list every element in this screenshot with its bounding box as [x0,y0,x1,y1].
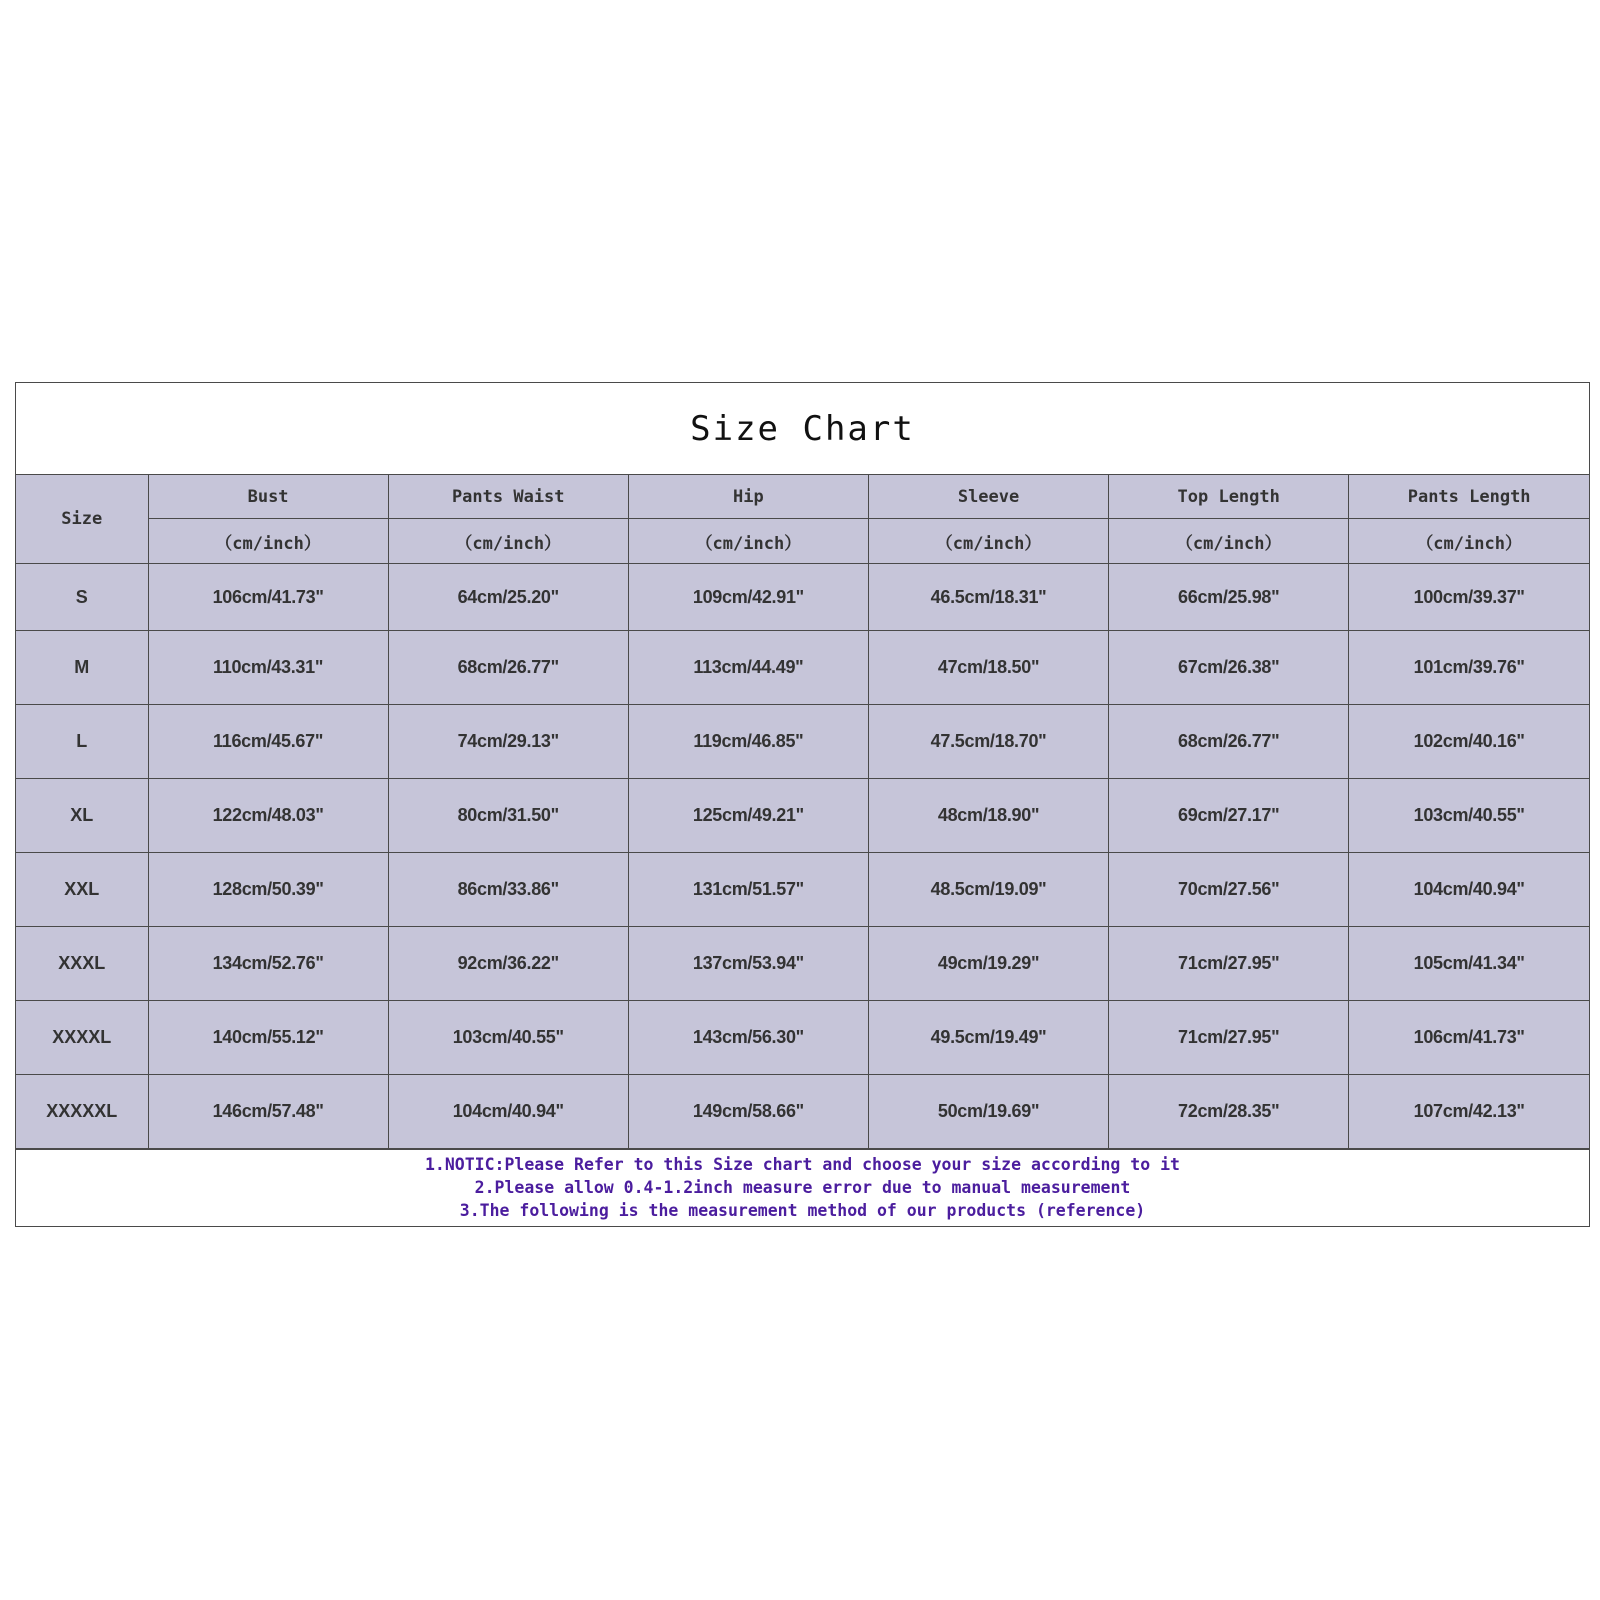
measurement-cell: 109cm/42.91" [628,564,868,631]
table-row [16,631,1589,705]
column-unit: （cm/inch） [628,519,868,564]
measurement-cell: 70cm/27.56" [1109,853,1349,927]
measurement-cell: 100cm/39.37" [1349,564,1589,631]
table-row [16,779,1589,853]
measurement-cell: 149cm/58.66" [628,1075,868,1149]
measurement-cell: 67cm/26.38" [1109,631,1349,705]
size-cell: XXXL [16,927,148,1001]
measurement-cell: 128cm/50.39" [148,853,388,927]
measurement-cell: 146cm/57.48" [148,1075,388,1149]
measurement-cell: 72cm/28.35" [1109,1075,1349,1149]
measurement-cell: 134cm/52.76" [148,927,388,1001]
note-line-2: 2.Please allow 0.4-1.2inch measure error due to manual measurement [474,1178,1131,1197]
measurement-cell: 47cm/18.50" [868,631,1108,705]
column-unit: （cm/inch） [1109,519,1349,564]
column-header-bust: Bust [148,475,388,519]
chart-title: Size Chart [16,383,1589,475]
column-header-pants-length: Pants Length [1349,475,1589,519]
column-header-pants-waist: Pants Waist [388,475,628,519]
measurement-cell: 107cm/42.13" [1349,1075,1589,1149]
measurement-cell: 68cm/26.77" [388,631,628,705]
measurement-cell: 104cm/40.94" [1349,853,1589,927]
size-cell: XXXXL [16,1001,148,1075]
header-row-names [16,475,1589,519]
measurement-cell: 103cm/40.55" [1349,779,1589,853]
column-header-top-length: Top Length [1109,475,1349,519]
measurement-cell: 50cm/19.69" [868,1075,1108,1149]
table-row [16,705,1589,779]
column-header-sleeve: Sleeve [868,475,1108,519]
size-cell: L [16,705,148,779]
notes-section [16,1149,1589,1226]
table-row [16,853,1589,927]
measurement-cell: 102cm/40.16" [1349,705,1589,779]
measurement-cell: 49cm/19.29" [868,927,1108,1001]
measurement-cell: 106cm/41.73" [1349,1001,1589,1075]
measurement-cell: 125cm/49.21" [628,779,868,853]
measurement-cell: 68cm/26.77" [1109,705,1349,779]
column-unit: （cm/inch） [1349,519,1589,564]
size-cell: XXL [16,853,148,927]
column-unit: （cm/inch） [388,519,628,564]
table-row [16,1001,1589,1075]
measurement-cell: 122cm/48.03" [148,779,388,853]
size-chart [15,382,1590,1227]
measurement-cell: 74cm/29.13" [388,705,628,779]
measurement-cell: 92cm/36.22" [388,927,628,1001]
measurement-cell: 137cm/53.94" [628,927,868,1001]
note-line-3: 3.The following is the measurement method of our products (reference) [459,1201,1146,1220]
measurement-cell: 119cm/46.85" [628,705,868,779]
measurement-cell: 101cm/39.76" [1349,631,1589,705]
size-column-header: Size [16,475,148,564]
measurement-cell: 113cm/44.49" [628,631,868,705]
measurement-cell: 131cm/51.57" [628,853,868,927]
measurement-cell: 103cm/40.55" [388,1001,628,1075]
measurement-cell: 48.5cm/19.09" [868,853,1108,927]
size-cell: XXXXXL [16,1075,148,1149]
size-cell: S [16,564,148,631]
table-row [16,1075,1589,1149]
column-header-hip: Hip [628,475,868,519]
measurement-cell: 64cm/25.20" [388,564,628,631]
measurement-cell: 116cm/45.67" [148,705,388,779]
measurement-cell: 49.5cm/19.49" [868,1001,1108,1075]
size-cell: XL [16,779,148,853]
measurement-cell: 66cm/25.98" [1109,564,1349,631]
measurement-cell: 69cm/27.17" [1109,779,1349,853]
table-row [16,927,1589,1001]
column-unit: （cm/inch） [868,519,1108,564]
measurement-cell: 80cm/31.50" [388,779,628,853]
measurement-cell: 143cm/56.30" [628,1001,868,1075]
measurement-cell: 47.5cm/18.70" [868,705,1108,779]
measurement-cell: 106cm/41.73" [148,564,388,631]
measurement-cell: 110cm/43.31" [148,631,388,705]
column-unit: （cm/inch） [148,519,388,564]
note-line-1: 1.NOTIC:Please Refer to this Size chart and choose your size according to it [425,1155,1180,1174]
table-row [16,564,1589,631]
measurement-cell: 71cm/27.95" [1109,1001,1349,1075]
measurement-cell: 71cm/27.95" [1109,927,1349,1001]
measurement-cell: 86cm/33.86" [388,853,628,927]
measurement-cell: 140cm/55.12" [148,1001,388,1075]
size-table [16,475,1589,1149]
measurement-cell: 48cm/18.90" [868,779,1108,853]
size-cell: M [16,631,148,705]
measurement-cell: 46.5cm/18.31" [868,564,1108,631]
header-row-units [16,519,1589,564]
measurement-cell: 105cm/41.34" [1349,927,1589,1001]
measurement-cell: 104cm/40.94" [388,1075,628,1149]
